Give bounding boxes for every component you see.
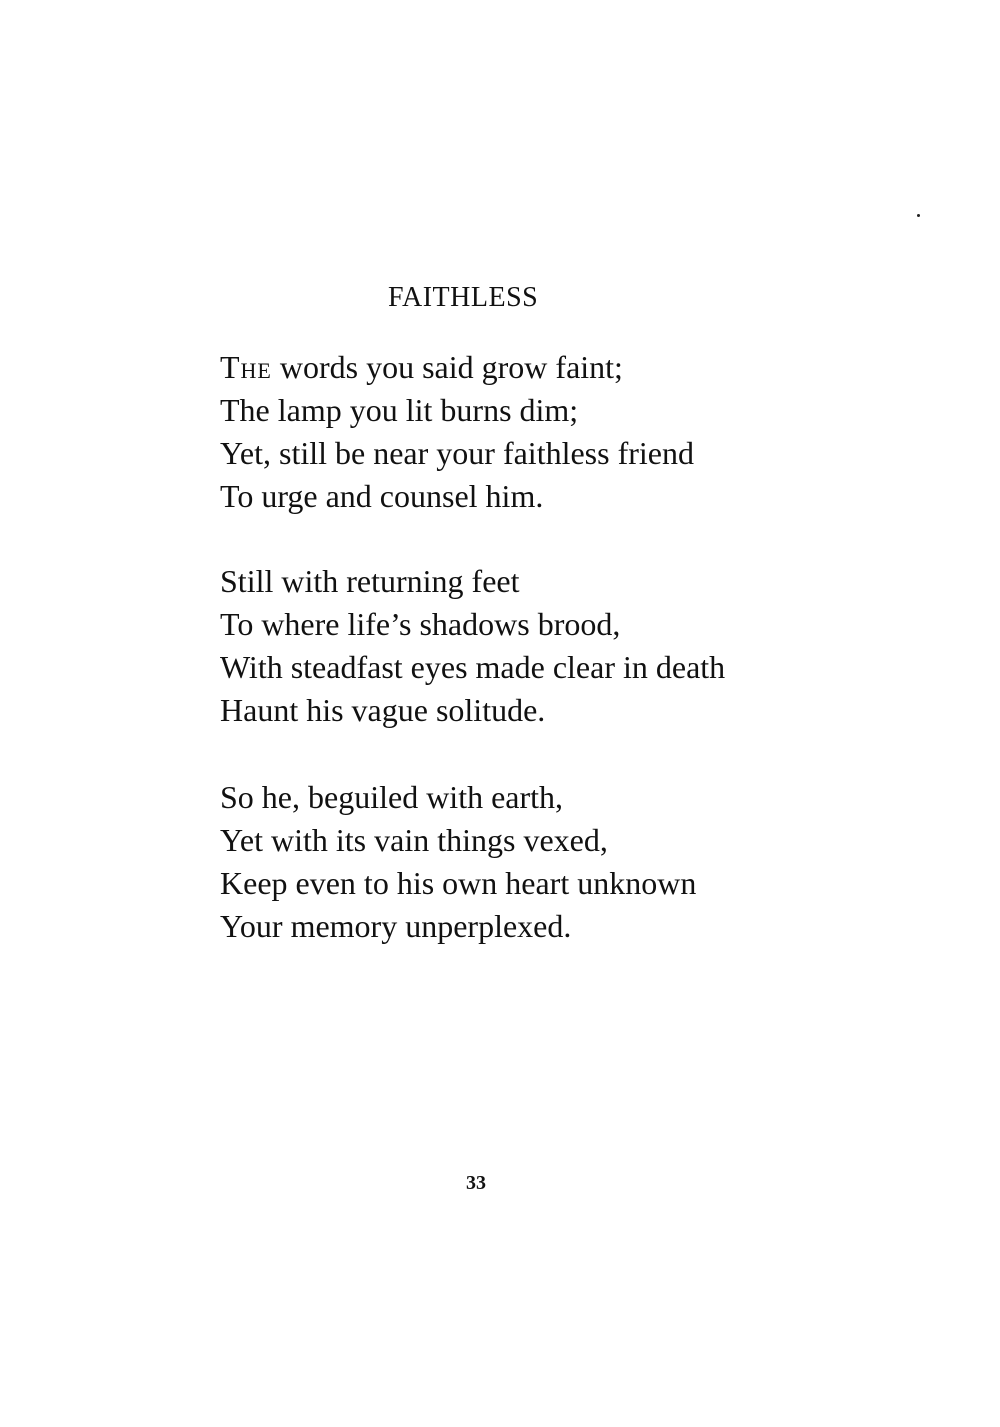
stanza-1	[220, 346, 840, 518]
page-number: 33	[466, 1172, 486, 1194]
first-word-small-caps: The	[220, 349, 272, 385]
stanza-3	[220, 776, 840, 948]
poem-line: Yet with its vain things vexed,	[220, 822, 608, 858]
poem-line: Haunt his vague solitude.	[220, 692, 546, 728]
stanza-2	[220, 560, 840, 732]
line-rest: words you said grow faint;	[271, 349, 623, 385]
poem-line: Your memory unperplexed.	[220, 908, 572, 944]
poem-line: So he, beguiled with earth,	[220, 779, 564, 815]
poem-title: FAITHLESS	[388, 282, 539, 313]
poem-line: To where life’s shadows brood,	[220, 606, 621, 642]
scan-speck	[917, 214, 920, 217]
poem-line: The lamp you lit burns dim;	[220, 392, 579, 428]
poem-line: Yet, still be near your faithless friend	[220, 435, 694, 471]
poem-line: Still with returning feet	[220, 563, 520, 599]
poem-line: With steadfast eyes made clear in death	[220, 649, 726, 685]
poem-line: Keep even to his own heart unknown	[220, 865, 697, 901]
poem-line: To urge and counsel him.	[220, 478, 544, 514]
poem-line	[220, 346, 840, 389]
